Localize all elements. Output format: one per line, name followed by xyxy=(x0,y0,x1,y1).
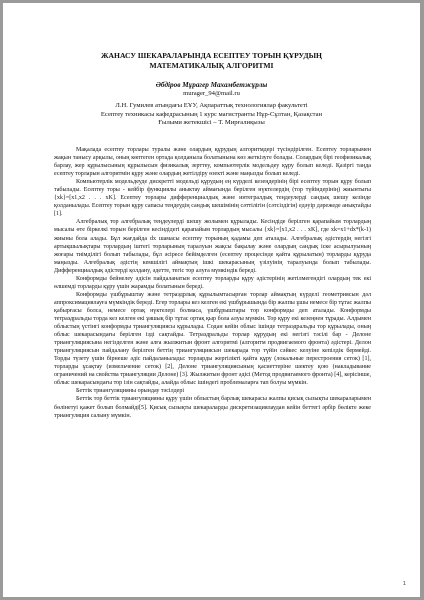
affiliation-line-2: Есептеу техникасы кафедрасының 1 курс магистранты Нұр-Сұлтан, Қазақстан xyxy=(100,110,323,118)
author-block xyxy=(3,81,420,99)
affiliation-line-1: Л.Н. Гумилев атындағы ЕҰУ, Ақпараттық технологиялар факультеті xyxy=(115,102,308,109)
affiliation-line-3: Ғылыми жетекшісі – Т. Мирғалиқызы xyxy=(158,119,265,127)
paragraph: Конформды бейнелеу әдісін пайдаланатын есептеу торларды құру әдістерінің жетілмегендігі олардың тек екі өлшемді торларды құру үшін жарамды болатынын береді. xyxy=(54,275,371,290)
paragraph: Мақалада есептеу торлары туралы және олардың құрудың алгоритмдері түсіндірілген. Есептеу торларымен жақын танысу арқылы, оның көптеген ортада қолданыла болатынына көз жеткізуге болады. Солардың бірі геофизикалық барлау, жер құрылысының құрылысын физикалық зерттеу, компьютерлік модельдеу құру болып келеді. Қазіргі таңда есептеу торларын алгоритмін құру және олардың жетілдіру өзекті және маңызды болып келеді. xyxy=(54,147,371,178)
author-email[interactable]: murager_94@mail.ru xyxy=(183,89,240,97)
paragraph: Компьютерлік модельдеуде дискретті модельді құрудың ең күрделі кезеңдерінің бірі есептеу торын құру болып табылады. Есептеу торы - кейбір функциялы аныктау аймағында берілген нүктелердің (тор түйіндерінің) жиынтығы {xk}=[x1,x2 . . . xK]. Есептеу торлары дифференциалдық және интегралдық теңдеулерді сандық шешу кезінде қолданылады. Есептеу торын құру сапасы теңдеудің сандық шешімінің сәттілігін (сәтсіздігін) едәуір дәрежеде анықтайды [1]. xyxy=(54,179,371,218)
paper-title xyxy=(63,51,360,71)
paragraph: Алгебралық тор алгебралық теңдеулерді шешу жолымен құрылады. Кесіндіде берілген қарапайым торлардың мысалы өте біркелкі торын берілген кесіндідегі қарапайым торлардың мысалы {xk}=[x1,x2 . . . xK], где xk=x1+dx*(k-1) жиыны бола алады. Бұл жағдайда dx шамасы есептеу торының қадамы деп аталады. Алгебралық әдістердің негізгі артықшылықтары торлардың іштегі торларының таралуын жақсы бақылау және олардың сандық іске асырылуының жоғары тиімділігі болып табылады, бұл әсіресе бейімделген (есептеу процесінде қайта құрылатын) торларды құруда маңызды. Алгебралық әдістің кемшілігі аймақтың ішкі шекарасының үзілуінің таралуында болып табылады. Дифференциалдық әдістерді қолдану, әдетте, тегіс тор алуға мүмкіндік береді. xyxy=(54,219,371,274)
body-text xyxy=(54,146,371,420)
section-heading: Беттік триангуляцияны орындау тәсілдері xyxy=(76,388,185,395)
title-line-2: МАТЕМАТИКАЛЫҚ АЛГОРИТМІ xyxy=(149,61,274,70)
author-name: Әбдіров Мұрагер Махамбетжұрлы xyxy=(155,81,268,89)
paragraph: Конформды үшбұрыштау және тетраэдрлық құрылымтасырған торлар аймақтың күрделі геометриясын дәл аппроксимациялауға мүмкіндік береді. Егер торлары кез келген екі үшбұрышында бір жалпы ұшы немесе бір тұтас жалпы қабырғасы болса, немесе ортақ нүктелері болмаса, үшбұрыштары тор конформды деп аталады. Конформды тетраэдральды торда кез келген екі ұяшық бір тұтас ортақ қыр бола алуы мүмкін. Тор құру екі кезеңнен тұрады. Алдымен облыстың үстінгі конформды триангуляциясы құрылады. Содан кейін облыс ішінде тетраэдральды тор құрылады, оның облыс шекарасындағы берілген ізді сақтайды. Тетраэдральды торлар құрудың екі негізгі тәсілі бар - Делоне триангуляциясына негізделген және алға жылжитын фронт алгоритмі (алгоритм продвигаемого фронта) әдістері. Делон триангуляциясын пайдалану берілген беттің триангуляциясын шекарада тор түйін сәйкес келуіне кепілдік бермейді. Торды түзету үшін бірнеше әдіс пайдаланылады: торларды жергілікті қайта құру (локальные перестроения сеток) [1], торларды ұсақтау (измельчение сеток) [2], Делоне триангуляциясының қасиеттеріне шектеу қою (накладывание ограничений на свойства триангуляции Делоне) [3]. Жылжитын фронт әдісі (Метод продвигаемого фронта) [4], керісінше, облыс шекарасындағы тор ізін сақтайды, алайда облыс ішіндегі проблемаларға тап болуы мүмкін. xyxy=(54,291,371,387)
affiliation-block xyxy=(3,102,420,128)
document-page xyxy=(3,3,420,597)
paragraph: Беттік тор беттік триангуляцияны құру үшін облыстың барлық шекарасы жалпы қисық сызықты шекараларымен бөлінетуі қажет болып болмайді[5]. Қисық сызықты шекараларды дискретизациялаудан кейін беттегі әрбір бөлікте жеке триангуляция салыну мүмкін. xyxy=(54,396,371,419)
title-line-1: ЖАНАСУ ШЕКАРАЛАРЫНДА ЕСЕПТЕУ ТОРЫН ҚҰРУДЫҢ xyxy=(101,51,322,60)
page-number: 1 xyxy=(402,581,406,587)
